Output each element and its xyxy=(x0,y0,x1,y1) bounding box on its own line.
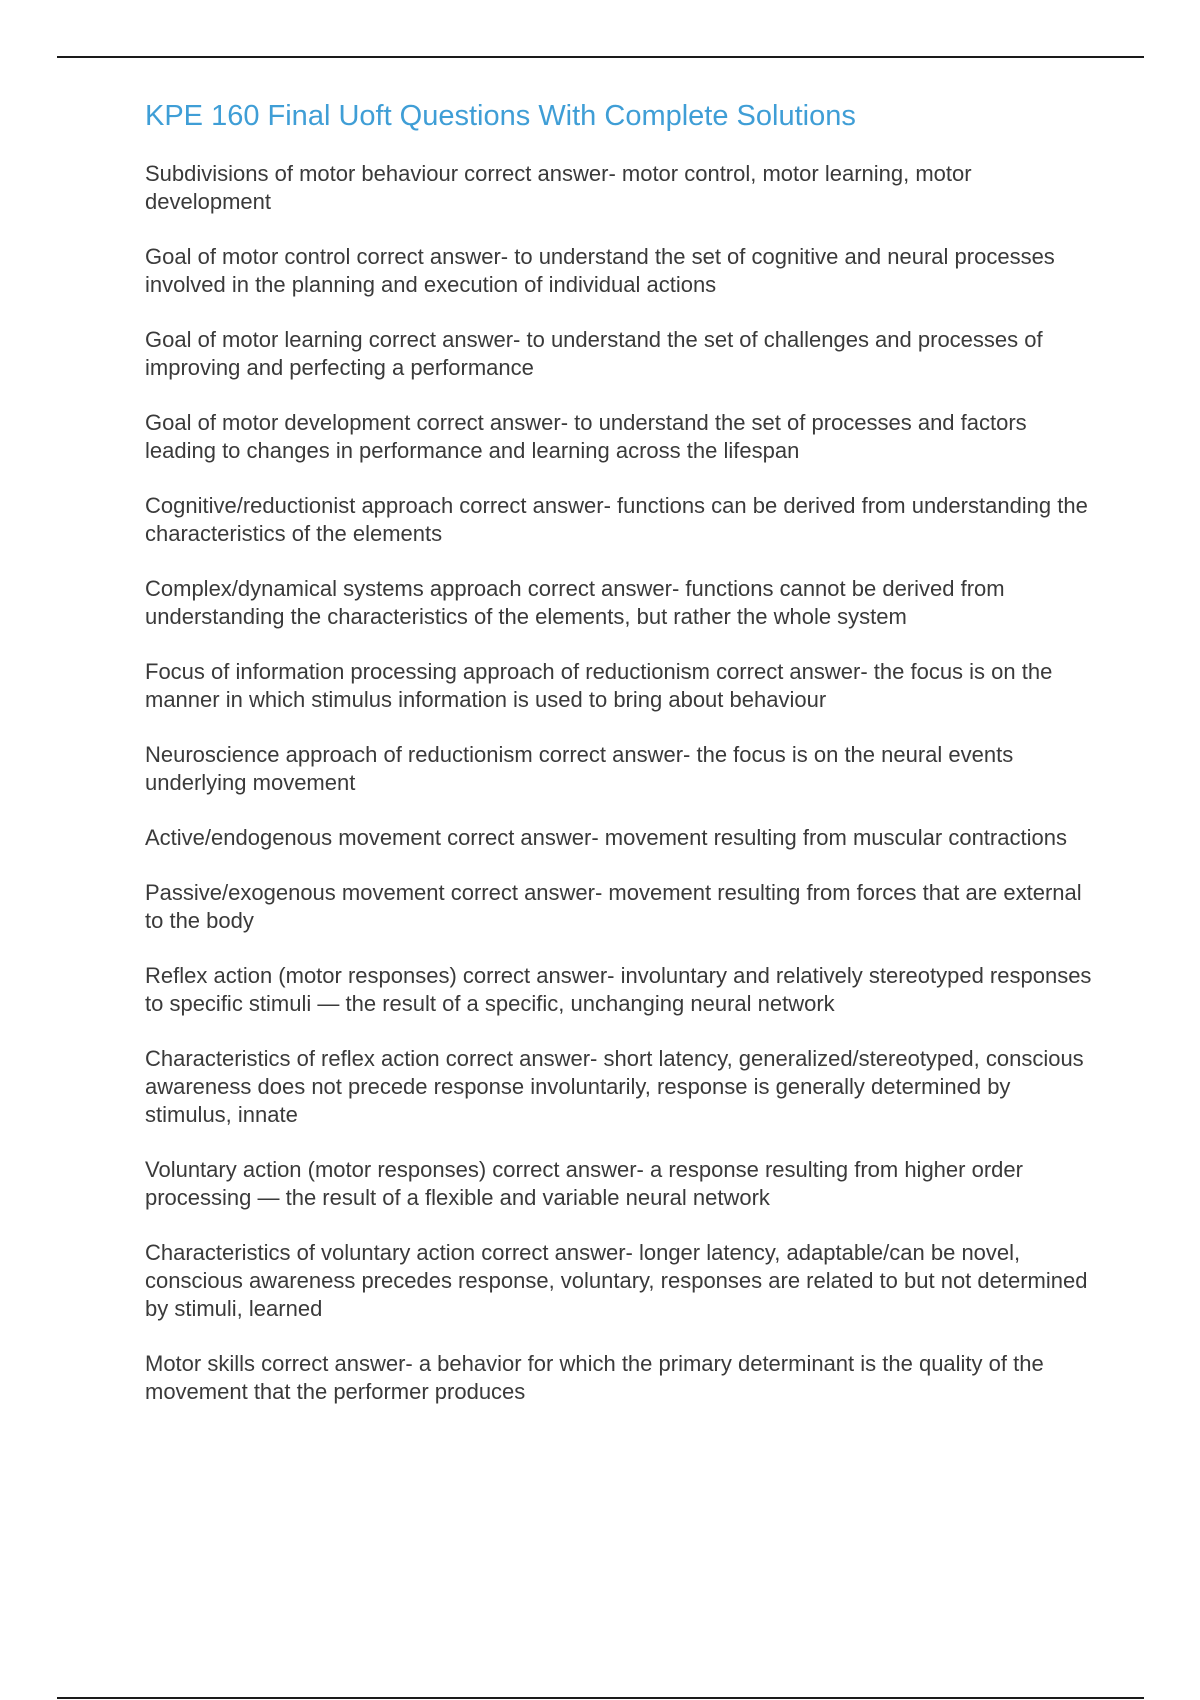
document-body xyxy=(145,96,1095,1433)
document-title: KPE 160 Final Uoft Questions With Complete Solutions xyxy=(145,100,856,132)
top-divider xyxy=(57,56,1144,58)
qa-entry: Reflex action (motor responses) correct answer- involuntary and relatively stereotyped responses to specific stimuli — the result of a specific, unchanging neural network xyxy=(145,963,1092,1016)
qa-entry: Goal of motor learning correct answer- to understand the set of challenges and processes of improving and perfecting a performance xyxy=(145,327,1043,380)
qa-entry: Voluntary action (motor responses) correct answer- a response resulting from higher order processing — the result of a flexible and variable neural network xyxy=(145,1157,1023,1210)
qa-entry: Cognitive/reductionist approach correct answer- functions can be derived from understanding the characteristics of the elements xyxy=(145,493,1088,546)
qa-entry: Goal of motor development correct answer- to understand the set of processes and factors leading to changes in performance and learning across the lifespan xyxy=(145,410,1027,463)
qa-entry: Focus of information processing approach of reductionism correct answer- the focus is on the manner in which stimulus information is used to bring about behaviour xyxy=(145,659,1053,712)
qa-entry: Characteristics of voluntary action correct answer- longer latency, adaptable/can be novel, conscious awareness precedes response, voluntary, responses are related to but not determined by stimuli, learned xyxy=(145,1240,1088,1321)
qa-entry: Motor skills correct answer- a behavior for which the primary determinant is the quality of the movement that the performer produces xyxy=(145,1351,1044,1404)
bottom-divider xyxy=(57,1697,1144,1699)
qa-list xyxy=(145,160,1095,1406)
qa-entry: Neuroscience approach of reductionism correct answer- the focus is on the neural events underlying movement xyxy=(145,742,1014,795)
qa-entry: Goal of motor control correct answer- to understand the set of cognitive and neural processes involved in the planning and execution of individual actions xyxy=(145,244,1055,297)
qa-entry: Characteristics of reflex action correct answer- short latency, generalized/stereotyped, conscious awareness does not precede response involuntarily, response is generally determined by stimulus, innate xyxy=(145,1046,1084,1127)
qa-entry: Complex/dynamical systems approach correct answer- functions cannot be derived from understanding the characteristics of the elements, but rather the whole system xyxy=(145,576,1005,629)
qa-entry: Active/endogenous movement correct answer- movement resulting from muscular contractions xyxy=(145,825,1067,850)
qa-entry: Subdivisions of motor behaviour correct answer- motor control, motor learning, motor development xyxy=(145,161,972,214)
qa-entry: Passive/exogenous movement correct answer- movement resulting from forces that are external to the body xyxy=(145,880,1082,933)
